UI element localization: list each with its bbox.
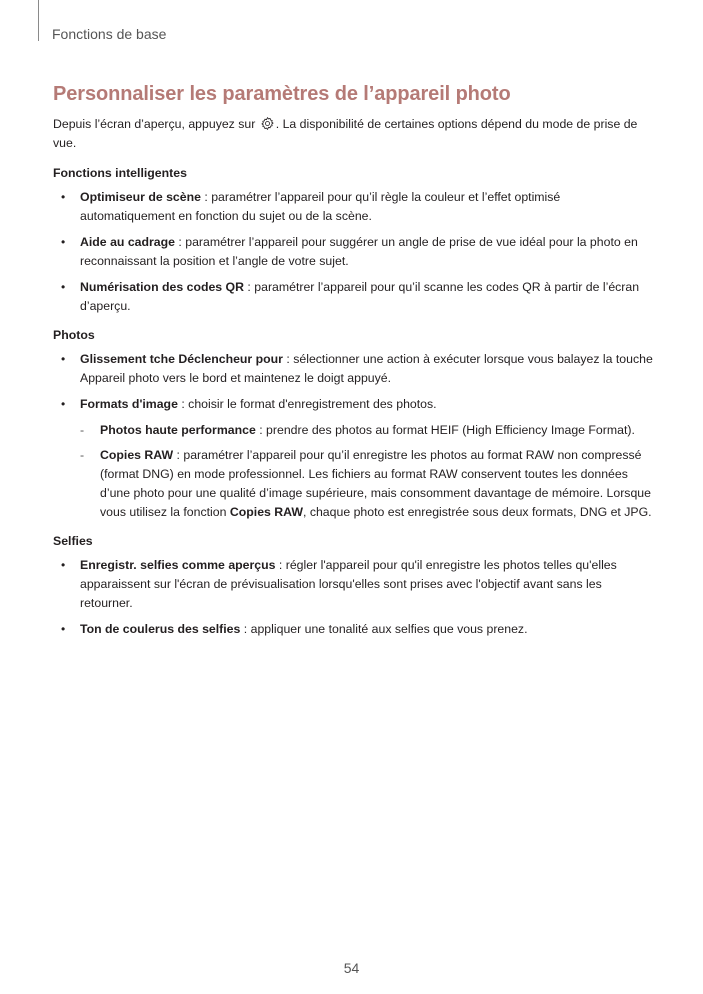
bullet-marker: • [61,190,66,204]
item-text: : sélectionner une action à exécuter lorsque vous balayez la touche Appareil photo vers le bord et maintenez le doigt appuyé. [80,352,653,385]
sublist-item [80,446,653,522]
smart-features-list [53,188,653,316]
item-text: : choisir le format d'enregistrement des photos. [177,397,437,411]
item-text: : régler l'appareil pour qu'il enregistre les photos telles qu'elles apparaissent sur l'écran de prévisualisation lorsqu'elles sont prises avec l'objectif avant sans les retourner. [80,558,617,610]
bullet-marker: • [61,397,66,411]
item-text: : prendre des photos au format HEIF (High Efficiency Image Format). [255,423,635,437]
item-term-inline: Copies RAW [229,505,303,519]
item-term: Numérisation des codes QR [80,280,245,294]
item-text: : appliquer une tonalité aux selfies que vous prenez. [240,622,528,636]
selfies-list [53,556,653,639]
item-term: Optimiseur de scène [80,190,201,204]
list-item [53,395,653,522]
image-format-sublist [80,421,653,522]
intro-text-before: Depuis l’écran d’aperçu, appuyez sur [53,117,259,131]
photos-list [53,350,653,522]
page-content [53,83,653,651]
item-text: : paramétrer l’appareil pour qu’il scanne les codes QR à partir de l’écran d’aperçu. [80,280,640,313]
item-term: Glissement tche Déclencheur pour [80,352,283,366]
list-item [53,188,653,226]
running-header: Fonctions de base [52,26,167,42]
sublist-item [80,421,653,440]
intro-paragraph [53,115,653,153]
page-number: 54 [343,960,360,976]
section-title-photos: Photos [53,328,95,342]
list-item [53,233,653,271]
bullet-marker: • [61,622,66,636]
item-term: Ton de coulerus des selfies [80,622,241,636]
list-item [53,278,653,316]
item-term: Copies RAW [100,448,174,462]
section-title-selfies: Selfies [53,534,93,548]
item-term: Photos haute performance [100,423,256,437]
item-text: : paramétrer l’appareil pour qu’il enregistre les photos au format RAW non compressé (format DNG) en mode professionnel. Les fichiers au format RAW conservent toutes les données d’une photo pour une qualité d’image supérieure, mais consomment davantage de mémoire. Lorsque vous utilisez la fonction [100,448,651,519]
list-item [53,556,653,613]
list-item [53,620,653,639]
bullet-marker: • [61,558,66,572]
bullet-marker: • [61,280,66,294]
item-term: Formats d'image [80,397,178,411]
list-item [53,350,653,388]
item-term: Enregistr. selfies comme aperçus [80,558,276,572]
header-rule [38,0,39,41]
item-text: : paramétrer l’appareil pour suggérer un angle de prise de vue idéal pour la photo en reconnaissant la position et l’angle de votre sujet. [80,235,638,268]
page-title: Personnaliser les paramètres de l’appareil photo [53,83,511,105]
bullet-marker: • [61,352,66,366]
dash-marker: - [80,448,85,462]
gear-icon [260,116,275,131]
item-text: : paramétrer l’appareil pour qu’il règle la couleur et l’effet optimisé automatiquement en fonction du sujet ou de la scène. [80,190,561,223]
bullet-marker: • [61,235,66,249]
section-title-smart: Fonctions intelligentes [53,166,187,180]
item-text-end: , chaque photo est enregistrée sous deux formats, DNG et JPG. [302,505,652,519]
intro-text-after: . La disponibilité de certaines options dépend du mode de prise de vue. [53,117,638,150]
item-term: Aide au cadrage [80,235,175,249]
dash-marker: - [80,423,85,437]
